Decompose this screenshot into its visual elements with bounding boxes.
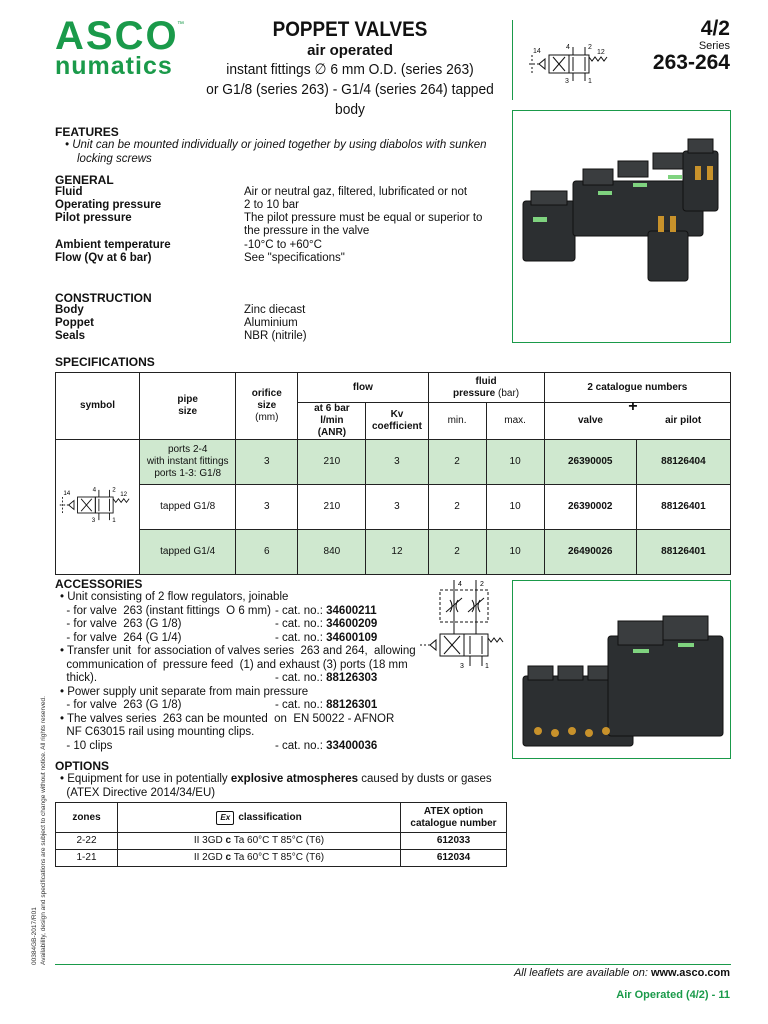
valve-manifold-image [513, 581, 730, 758]
function-code: 4/2 [700, 17, 730, 40]
col-max: max. [486, 403, 544, 440]
general-key: Flow (Qv at 6 bar) [55, 252, 152, 264]
accessories-heading: ACCESSORIES [55, 577, 143, 591]
port-1-label: 1 [485, 663, 489, 670]
construction-heading: CONSTRUCTION [55, 291, 152, 305]
port-14-label: 14 [62, 490, 70, 498]
col-at6bar-label: at 6 bar [314, 403, 350, 414]
col-atex-label: ATEX option [423, 805, 484, 817]
series-number: 263-264 [652, 51, 730, 74]
page-title-block [190, 18, 510, 120]
col-coef-label: coefficient [371, 421, 422, 432]
kv-cell: 12 [366, 530, 428, 575]
port-2-label: 2 [480, 581, 484, 588]
accessory-line: • Unit consisting of 2 flow regulators, joinable [60, 591, 289, 603]
symbol-cell [56, 440, 140, 575]
max-cell: 10 [486, 530, 544, 575]
pipe-line: ports 2-4 [167, 444, 208, 455]
atex-number-cell: 612034 [401, 850, 507, 867]
table-row [56, 833, 507, 850]
options-text [60, 773, 510, 800]
min-cell: 2 [428, 530, 486, 575]
series-label: Series [698, 40, 730, 52]
pilot-number-cell: 88126404 [636, 440, 730, 485]
port-12-label: 12 [119, 491, 127, 499]
brand-logo [55, 14, 185, 80]
col-pipe-size [140, 373, 236, 440]
zone-cell: 2-22 [56, 833, 118, 850]
col-orifice [236, 373, 298, 440]
col-valve: valve [544, 403, 636, 440]
general-key: Fluid [55, 186, 83, 198]
trademark: ™ [177, 21, 184, 28]
port-3-label: 3 [565, 78, 569, 85]
col-mm-label: (mm) [255, 412, 279, 423]
pilot-number-cell: 88126401 [636, 530, 730, 575]
col-flow: flow [298, 373, 428, 403]
port-2-label: 2 [111, 486, 116, 494]
kv-cell: 3 [366, 440, 428, 485]
table-row [56, 530, 731, 575]
col-air-pilot [628, 398, 730, 440]
col-anr-label: (ANR) [317, 427, 347, 438]
col-classification [118, 803, 401, 833]
flow-cell: 210 [298, 440, 366, 485]
product-photo-bottom [512, 580, 731, 759]
page-number: Air Operated (4/2) - 11 [616, 989, 730, 1001]
col-catalogue: 2 catalogue numbers [544, 373, 730, 403]
general-value: 2 to 10 bar [244, 199, 299, 211]
general-heading: GENERAL [55, 173, 114, 187]
general-value: -10°C to +60°C [244, 239, 322, 251]
valve-assembly-image [513, 111, 730, 342]
col-kv-label: Kv [390, 409, 404, 420]
pipe-cell [140, 440, 236, 485]
col-pressure-label: pressure [453, 387, 496, 399]
port-1-label: 1 [588, 78, 592, 85]
min-cell: 2 [428, 440, 486, 485]
orifice-cell: 6 [236, 530, 298, 575]
valve-symbol-icon [527, 43, 617, 85]
col-pipe-label: pipe [177, 394, 198, 405]
col-zones: zones [56, 803, 118, 833]
options-line: • Equipment for use in potentially explosive atmospheres caused by dusts or gases [60, 773, 492, 785]
general-value: Air or neutral gaz, filtered, lubrificated or not [244, 186, 468, 198]
specifications-table [55, 372, 731, 575]
pipe-cell: tapped G1/4 [140, 530, 236, 575]
table-row [56, 485, 731, 530]
col-size-label: size [178, 406, 198, 417]
pipe-line: ports 1-3: G1/8 [154, 468, 222, 479]
table-row [56, 440, 731, 485]
atex-table [55, 802, 507, 867]
valve-number-cell: 26390002 [544, 485, 636, 530]
pilot-number-cell: 88126401 [636, 485, 730, 530]
construction-value: Zinc diecast [244, 304, 306, 316]
port-1-label: 1 [111, 516, 116, 524]
zone-cell: 1-21 [56, 850, 118, 867]
flow-regulator-symbol-icon [418, 578, 506, 670]
accessory-line: NF C63015 rail using mounting clips. [60, 726, 255, 738]
col-fluid-label: fluid [475, 375, 497, 387]
general-value: See "specifications" [244, 252, 345, 264]
footer-divider [55, 964, 731, 965]
page-subtitle: air operated [307, 42, 393, 59]
valve-number-cell: 26490026 [544, 530, 636, 575]
footer-note: All leaflets are available on: www.asco.com [513, 967, 730, 979]
port-4-label: 4 [458, 581, 462, 588]
col-symbol: symbol [56, 373, 140, 440]
construction-value: Aluminium [244, 317, 298, 329]
valve-number-cell: 26390005 [544, 440, 636, 485]
port-12-label: 12 [597, 49, 605, 56]
col-at6bar [298, 403, 366, 440]
classification-cell: II 2GD c Ta 60°C T 85°C (T6) [118, 850, 401, 867]
col-lmin-label: l/min [320, 415, 344, 426]
accessory-line: - for valve 264 (G 1/4) - cat. no.: 34600109 [60, 631, 378, 644]
pipe-cell: tapped G1/8 [140, 485, 236, 530]
general-key: Ambient temperature [55, 239, 171, 251]
specifications-heading: SPECIFICATIONS [55, 355, 155, 369]
side-disclaimer: Availability, design and specifications are subject to change without notice. All rights reserved. [40, 696, 47, 965]
col-min: min. [428, 403, 486, 440]
accessory-line: communication of pressure feed (1) and exhaust (3) ports (18 mm [60, 658, 408, 671]
kv-cell: 3 [366, 485, 428, 530]
construction-key: Body [55, 304, 84, 316]
side-doc-code: 00384GB-2017/R01 [31, 907, 38, 965]
flow-cell: 210 [298, 485, 366, 530]
col-air-pilot-label: air pilot [665, 415, 702, 426]
series-code-block [653, 18, 730, 74]
max-cell: 10 [486, 440, 544, 485]
col-atex [401, 803, 507, 833]
features-item: • Unit can be mounted individually or joined together by using diabolos with sunken [65, 139, 487, 151]
col-classification-label: classification [238, 811, 302, 823]
pipe-line: with instant fittings [146, 456, 229, 467]
page-title: POPPET VALVES [272, 18, 428, 41]
valve-symbol-icon [58, 485, 138, 525]
plus-sign: + [628, 398, 638, 415]
accessory-line: • Power supply unit separate from main pressure [60, 685, 309, 698]
flow-cell: 840 [298, 530, 366, 575]
construction-value: NBR (nitrile) [244, 330, 307, 342]
accessory-line: thick). - cat. no.: 88126303 [60, 672, 378, 684]
logo-numatics: numatics [55, 52, 173, 80]
ex-hexagon-icon: Ex [216, 811, 234, 825]
col-orifice-size-label: size [257, 400, 277, 411]
header-divider [512, 20, 513, 100]
construction-key: Poppet [55, 317, 94, 329]
table-row [56, 850, 507, 867]
accessory-line: • Transfer unit for association of valves series 263 and 264, allowing [60, 645, 416, 657]
general-key: Pilot pressure [55, 212, 132, 224]
accessory-line: • The valves series 263 can be mounted on EN 50022 - AFNOR [60, 712, 395, 725]
col-kv [366, 403, 428, 440]
features-list [65, 139, 505, 166]
accessory-line: - for valve 263 (G 1/8) - cat. no.: 88126301 [60, 699, 378, 711]
title-line-3: instant fittings ∅ 6 mm O.D. (series 263) [226, 61, 474, 78]
atex-number-cell: 612033 [401, 833, 507, 850]
port-3-label: 3 [91, 516, 95, 524]
port-3-label: 3 [460, 663, 464, 670]
general-key: Operating pressure [55, 199, 162, 211]
general-value: The pilot pressure must be equal or superior to [244, 212, 483, 224]
max-cell: 10 [486, 485, 544, 530]
orifice-cell: 3 [236, 485, 298, 530]
orifice-cell: 3 [236, 440, 298, 485]
col-bar-label: (bar) [495, 387, 520, 399]
accessories-list [60, 591, 416, 753]
general-value: the pressure in the valve [244, 225, 370, 237]
min-cell: 2 [428, 485, 486, 530]
product-photo-top [512, 110, 731, 343]
title-line-4: or G1/8 (series 263) - G1/4 (series 264) tapped body [206, 81, 494, 118]
options-line: (ATEX Directive 2014/34/EU) [60, 786, 216, 799]
features-heading: FEATURES [55, 125, 119, 139]
col-atex-label-2: catalogue number [410, 817, 497, 829]
col-fluid-pressure [428, 373, 544, 403]
construction-key: Seals [55, 330, 86, 342]
accessory-line: - 10 clips - cat. no.: 33400036 [60, 739, 378, 752]
accessory-line: - for valve 263 (instant fittings O 6 mm) - cat. no.: 34600211 [60, 604, 377, 617]
port-4-label: 4 [92, 486, 96, 494]
logo-asco: ASCO [55, 14, 179, 58]
features-item-cont: locking screws [77, 152, 152, 165]
col-orifice-label: orifice [251, 388, 282, 399]
port-2-label: 2 [588, 44, 592, 51]
footer-website-link[interactable]: www.asco.com [650, 967, 730, 979]
classification-cell: II 3GD c Ta 60°C T 85°C (T6) [118, 833, 401, 850]
port-14-label: 14 [533, 48, 541, 55]
accessory-line: - for valve 263 (G 1/8) - cat. no.: 34600209 [60, 618, 378, 630]
options-heading: OPTIONS [55, 759, 110, 773]
port-4-label: 4 [566, 44, 570, 51]
